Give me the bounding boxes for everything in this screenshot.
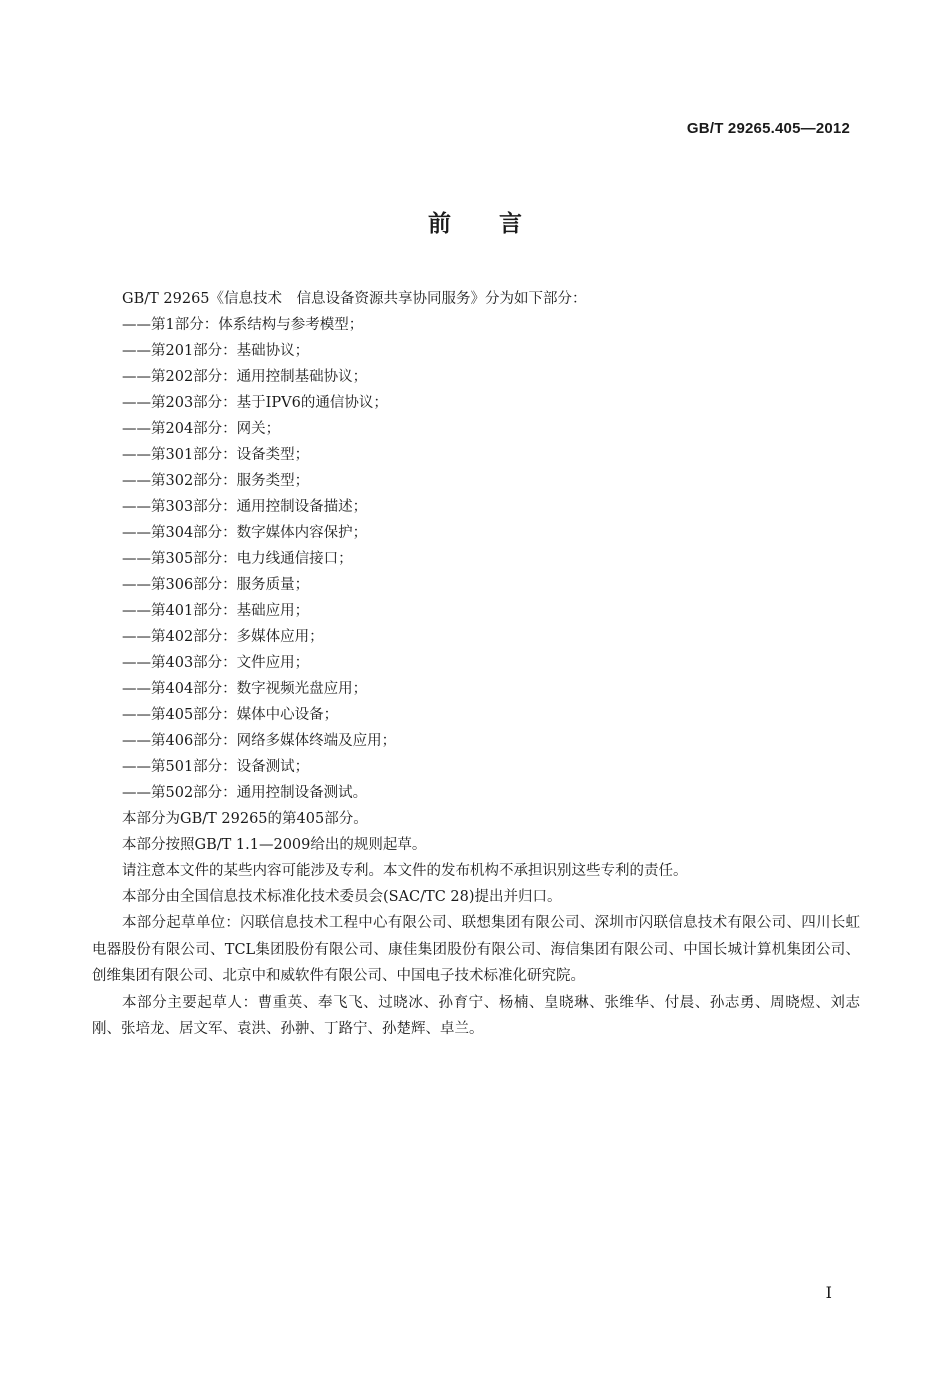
- list-item: ——第1部分：体系结构与参考模型；: [122, 317, 364, 333]
- list-item: ——第303部分：通用控制设备描述；: [122, 499, 368, 515]
- list-item: ——第202部分：通用控制基础协议；: [122, 369, 368, 385]
- list-item: ——第502部分：通用控制设备测试。: [122, 785, 368, 801]
- standard-code: GB/T 29265.405—2012: [686, 120, 850, 137]
- list-item: ——第501部分：设备测试；: [122, 759, 310, 775]
- drafting-units-paragraph: 本部分起草单位：闪联信息技术工程中心有限公司、联想集团有限公司、深圳市闪联信息技术有限公司、四川长虹电器股份有限公司、TCL集团股份有限公司、康佳集团股份有限公司、海信集团有限公司、中国长城计算机集团公司、创维集团有限公司、北京中和威软件有限公司、中国电子技术标准化研究院。: [92, 915, 860, 984]
- list-item: ——第402部分：多媒体应用；: [122, 629, 324, 645]
- title-char-1: 前: [428, 211, 451, 237]
- statement-part-number: 本部分为GB/T 29265的第405部分。: [122, 811, 368, 827]
- list-item: ——第203部分：基于IPV6的通信协议；: [122, 395, 388, 411]
- statement-patent-notice: 请注意本文件的某些内容可能涉及专利。本文件的发布机构不承担识别这些专利的责任。: [122, 863, 688, 879]
- list-item: ——第201部分：基础协议；: [122, 343, 310, 359]
- list-item: ——第204部分：网关；: [122, 421, 281, 437]
- list-item: ——第401部分：基础应用；: [122, 603, 310, 619]
- intro-line: GB/T 29265《信息技术 信息设备资源共享协同服务》分为如下部分：: [122, 291, 587, 307]
- list-item: ——第405部分：媒体中心设备；: [122, 707, 339, 723]
- list-item: ——第302部分：服务类型；: [122, 473, 310, 489]
- drafters-paragraph: 本部分主要起草人：曹重英、奉飞飞、过晓冰、孙育宁、杨楠、皇晓琳、张维华、付晨、孙志勇、周晓煜、刘志刚、张培龙、居文军、袁洪、孙翀、丁路宁、孙楚辉、卓兰。: [92, 994, 860, 1037]
- parts-list: [92, 312, 860, 806]
- list-item: ——第306部分：服务质量；: [122, 577, 310, 593]
- list-item: ——第406部分：网络多媒体终端及应用；: [122, 733, 397, 749]
- list-item: ——第305部分：电力线通信接口；: [122, 551, 353, 567]
- page-number: I: [825, 1283, 832, 1302]
- page-title: [0, 205, 950, 238]
- statement-proposer: 本部分由全国信息技术标准化技术委员会(SAC/TC 28)提出并归口。: [122, 889, 562, 905]
- list-item: ——第301部分：设备类型；: [122, 447, 310, 463]
- title-char-2: 言: [499, 211, 522, 237]
- list-item: ——第404部分：数字视频光盘应用；: [122, 681, 368, 697]
- foreword-body: [92, 286, 860, 1043]
- statement-drafting-rules: 本部分按照GB/T 1.1—2009给出的规则起草。: [122, 837, 427, 853]
- list-item: ——第304部分：数字媒体内容保护；: [122, 525, 368, 541]
- list-item: ——第403部分：文件应用；: [122, 655, 310, 671]
